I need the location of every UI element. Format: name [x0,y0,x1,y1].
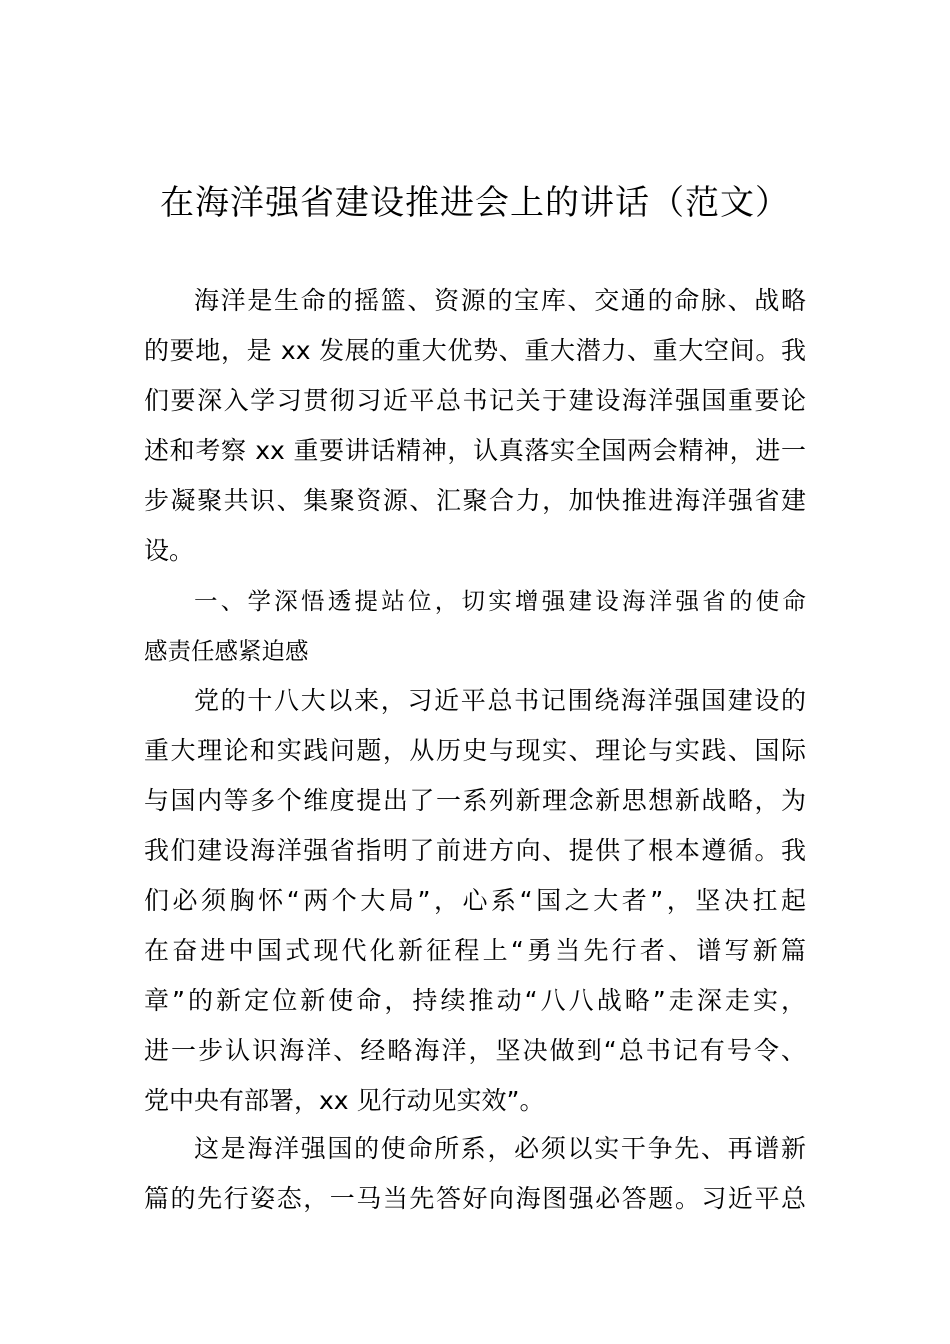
text-line: 的要地，是 xx 发展的重大优势、重大潜力、重大空间。我 [144,336,806,365]
text-line: 在奋进中国式现代化新征程上“勇当先行者、谱写新篇 [144,936,806,965]
text-line: 章”的新定位新使命，持续推动“八八战略”走深走实， [144,986,806,1015]
heading-line: 一、学深悟透提站位，切实增强建设海洋强省的使命 [194,587,806,615]
text-line: 党的十八大以来，习近平总书记围绕海洋强国建设的 [194,686,806,715]
text-line: 设。 [144,536,195,565]
text-line: 进一步认识海洋、经略海洋，坚决做到“总书记有号令、 [144,1036,806,1065]
section-heading-1 [144,576,806,676]
text-line: 党中央有部署，xx 见行动见实效”。 [144,1086,545,1115]
text-line: 重大理论和实践问题，从历史与现实、理论与实践、国际 [144,736,806,765]
text-line: 这是海洋强国的使命所系，必须以实干争先、再谱新 [194,1134,806,1163]
text-line: 们必须胸怀“两个大局”，心系“国之大者”，坚决扛起 [144,886,806,915]
text-line: 与国内等多个维度提出了一系列新理念新思想新战略，为 [144,786,806,815]
paragraph-intro [144,276,806,576]
heading-line: 感责任感紧迫感 [144,637,309,665]
text-line: 海洋是生命的摇篮、资源的宝库、交通的命脉、战略 [194,286,806,315]
text-line: 述和考察 xx 重要讲话精神，认真落实全国两会精神，进一 [144,436,806,465]
text-line: 篇的先行姿态，一马当先答好向海图强必答题。习近平总 [144,1184,806,1213]
text-line: 步凝聚共识、集聚资源、汇聚合力，加快推进海洋强省建 [144,486,806,515]
paragraph-section-1 [144,676,806,1126]
text-line: 我们建设海洋强省指明了前进方向、提供了根本遵循。我 [144,836,806,865]
paragraph-continuation [144,1124,806,1224]
document-title: 在海洋强省建设推进会上的讲话（范文） [160,183,790,223]
text-line: 们要深入学习贯彻习近平总书记关于建设海洋强国重要论 [144,386,806,415]
